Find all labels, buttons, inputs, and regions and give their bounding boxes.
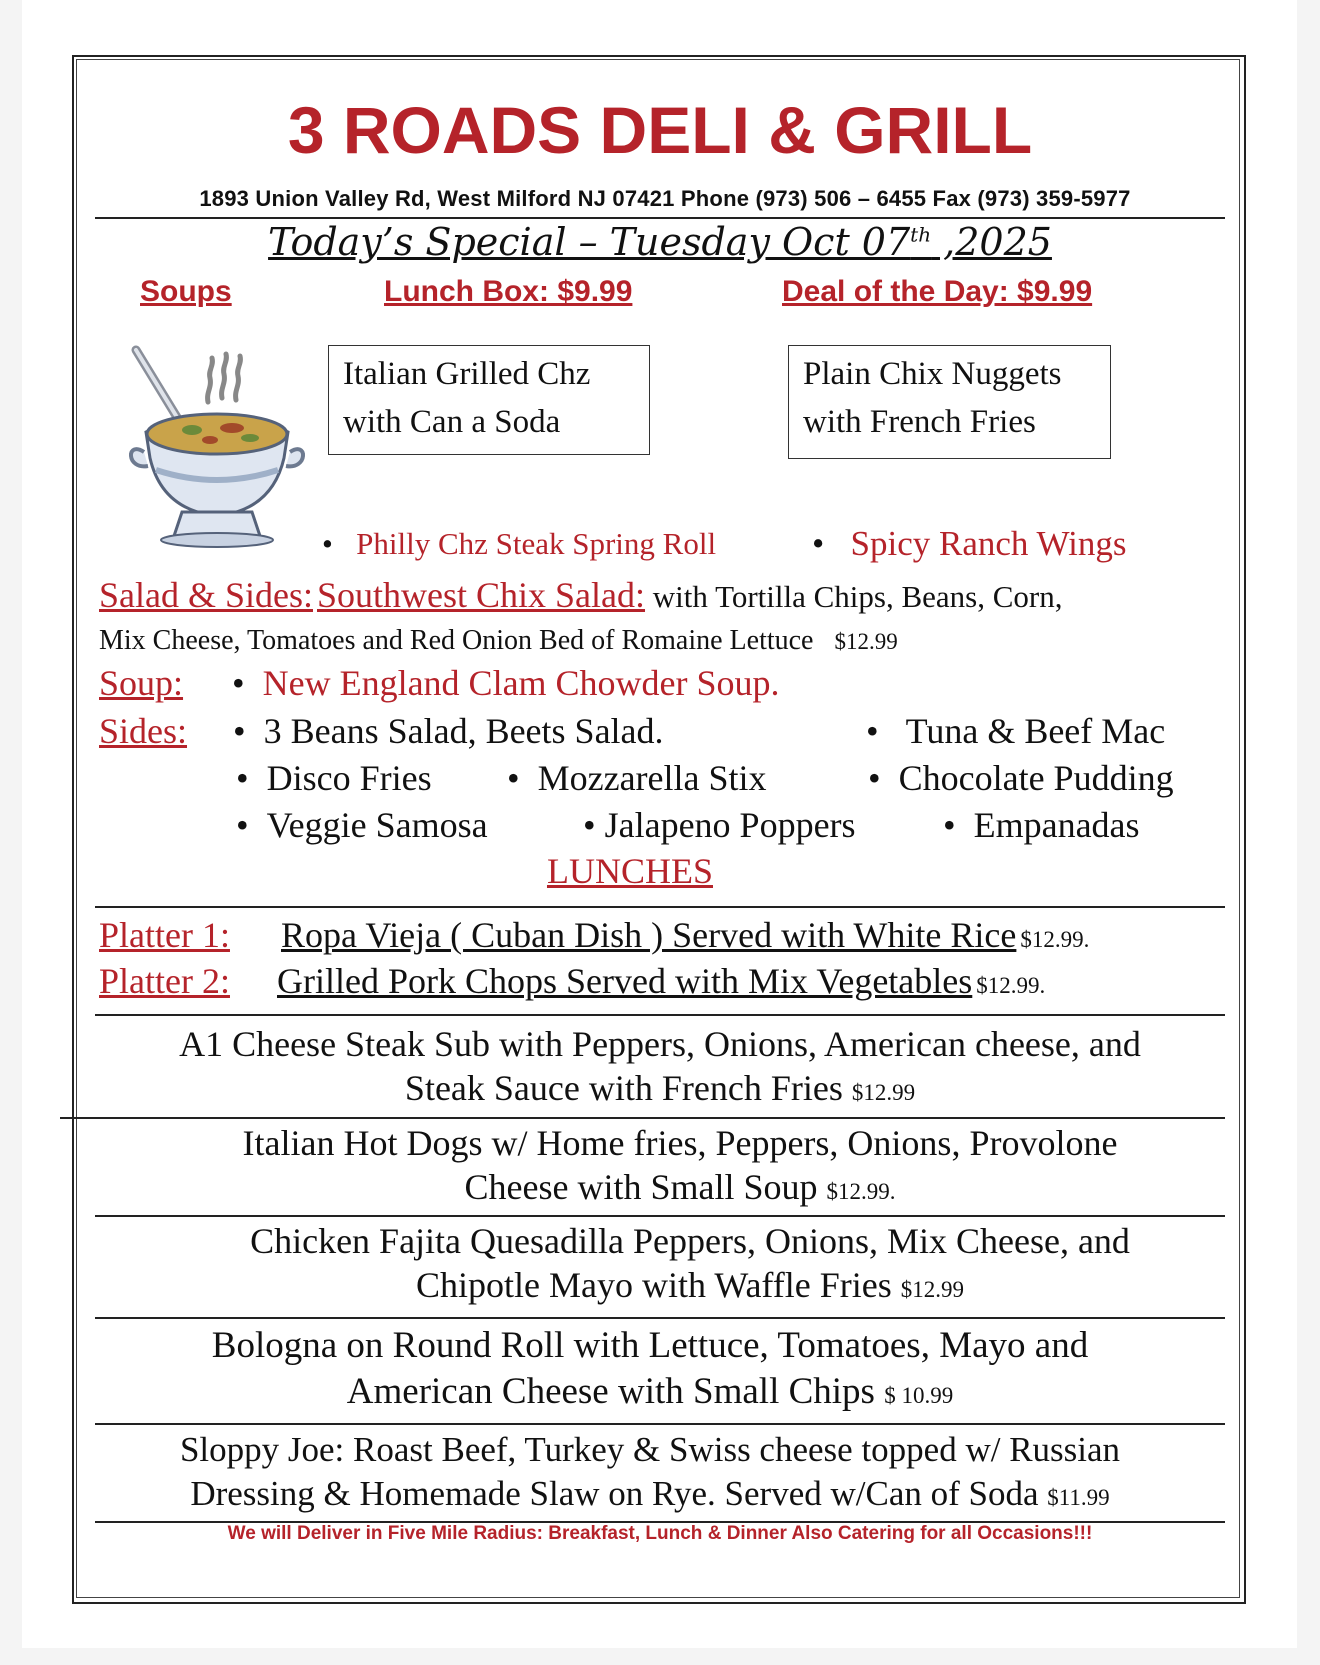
platter-divider bbox=[95, 1014, 1225, 1016]
side-item bbox=[868, 757, 1174, 799]
soup-name: New England Clam Chowder Soup. bbox=[262, 663, 780, 703]
lunch-box-line2: with Can a Soda bbox=[343, 404, 561, 440]
lunch-item-line2: Cheese with Small Soup bbox=[464, 1167, 818, 1207]
side-item bbox=[233, 710, 664, 752]
side-item-label: Mozzarella Stix bbox=[537, 758, 767, 798]
soup-item-label: Spicy Ranch Wings bbox=[850, 524, 1127, 563]
lunch-item-price: $12.99 bbox=[851, 1080, 916, 1105]
soup-pot-icon bbox=[122, 340, 312, 550]
lunch-item-line1: Italian Hot Dogs w/ Home fries, Peppers, Onions, Provolone bbox=[242, 1123, 1118, 1163]
soup-item bbox=[812, 524, 1127, 564]
special-year: ,2025 bbox=[931, 220, 1052, 264]
lunch-item-line1: Chicken Fajita Quesadilla Peppers, Onions, Mix Cheese, and bbox=[250, 1221, 1130, 1261]
lunch-item bbox=[160, 1219, 1220, 1312]
special-date-suffix: th bbox=[910, 222, 932, 247]
lunch-item-line1: A1 Cheese Steak Sub with Peppers, Onions, American cheese, and bbox=[179, 1024, 1141, 1064]
lunches-divider bbox=[95, 906, 1225, 908]
todays-special-heading bbox=[0, 220, 1320, 264]
side-item-label: Empanadas bbox=[973, 805, 1140, 845]
lunch-item-line1: Sloppy Joe: Roast Beef, Turkey & Swiss cheese topped w/ Russian bbox=[179, 1430, 1121, 1469]
side-item bbox=[507, 757, 767, 799]
platter-row bbox=[99, 914, 1089, 956]
platter-price: $12.99. bbox=[976, 973, 1046, 998]
address-line: 1893 Union Valley Rd, West Milford NJ 07421 Phone (973) 506 – 6455 Fax (973) 359-5977 bbox=[199, 186, 1131, 211]
bullet-icon: • bbox=[233, 711, 264, 751]
lunch-divider bbox=[60, 1117, 1225, 1119]
side-item bbox=[583, 804, 856, 846]
platter-label: Platter 1: bbox=[99, 915, 230, 955]
salad-desc-1: with Tortilla Chips, Beans, Corn, bbox=[645, 579, 1063, 614]
side-item bbox=[943, 804, 1140, 846]
lunch-box-card bbox=[328, 345, 650, 455]
lunch-divider bbox=[95, 1317, 1225, 1319]
salad-price: $12.99 bbox=[834, 629, 898, 654]
restaurant-title: 3 ROADS DELI & GRILL bbox=[287, 93, 1033, 167]
lunch-item-line1: Bologna on Round Roll with Lettuce, Tomatoes, Mayo and bbox=[211, 1325, 1089, 1366]
delivery-footer: We will Deliver in Five Mile Radius: Breakfast, Lunch & Dinner Also Catering for all Occasions!!! bbox=[227, 1523, 1093, 1544]
lunch-item bbox=[105, 1428, 1195, 1520]
lunch-item bbox=[110, 1323, 1190, 1419]
side-item-label: Jalapeno Poppers bbox=[604, 805, 856, 845]
side-item-label: 3 Beans Salad, Beets Salad. bbox=[263, 711, 664, 751]
soup-of-day bbox=[232, 662, 780, 704]
deal-line1: Plain Chix Nuggets bbox=[803, 356, 1062, 392]
bullet-icon: • bbox=[236, 758, 267, 798]
salad-line bbox=[99, 574, 1063, 616]
bullet-icon: • bbox=[583, 805, 605, 845]
special-date: Today’s Special – Tuesday Oct 07 bbox=[268, 220, 911, 264]
side-item-label: Chocolate Pudding bbox=[898, 758, 1174, 798]
salad-desc-2: Mix Cheese, Tomatoes and Red Onion Bed of Romaine Lettuce bbox=[99, 625, 814, 656]
lunch-box-heading: Lunch Box: $9.99 bbox=[384, 275, 633, 308]
platter-desc: Grilled Pork Chops Served with Mix Vegetables bbox=[277, 961, 973, 1001]
lunch-item-line2: American Cheese with Small Chips bbox=[346, 1371, 875, 1412]
lunch-item bbox=[95, 1022, 1225, 1115]
deal-line2: with French Fries bbox=[803, 404, 1036, 440]
header-divider bbox=[95, 217, 1225, 219]
salad-sides-label: Salad & Sides: bbox=[99, 575, 313, 615]
lunch-divider bbox=[95, 1215, 1225, 1217]
salad-name: Southwest Chix Salad: bbox=[317, 575, 646, 615]
bullet-icon: • bbox=[812, 524, 851, 563]
soup-item bbox=[322, 526, 716, 562]
deal-of-day-heading: Deal of the Day: $9.99 bbox=[782, 275, 1093, 308]
side-item bbox=[236, 804, 488, 846]
lunch-item-price: $12.99 bbox=[900, 1277, 964, 1302]
platter-label: Platter 2: bbox=[99, 961, 230, 1001]
soup-item-label: Philly Chz Steak Spring Roll bbox=[356, 526, 717, 561]
platter-row bbox=[99, 960, 1045, 1002]
platter-desc: Ropa Vieja ( Cuban Dish ) Served with White Rice bbox=[281, 915, 1017, 955]
side-item bbox=[866, 710, 1165, 752]
lunch-item-line2: Steak Sauce with French Fries bbox=[404, 1068, 843, 1108]
side-item bbox=[236, 757, 432, 799]
bullet-icon: • bbox=[507, 758, 538, 798]
salad-desc-line bbox=[99, 625, 898, 657]
side-item-label: Veggie Samosa bbox=[266, 805, 488, 845]
side-item-label: Disco Fries bbox=[266, 758, 432, 798]
lunch-item-line2: Chipotle Mayo with Waffle Fries bbox=[416, 1265, 892, 1305]
soup-row bbox=[99, 662, 183, 704]
lunch-item bbox=[150, 1121, 1210, 1214]
platter-price: $12.99. bbox=[1020, 927, 1090, 952]
bullet-icon: • bbox=[866, 711, 906, 751]
bullet-icon: • bbox=[868, 758, 899, 798]
lunch-item-price: $11.99 bbox=[1047, 1485, 1110, 1510]
side-item-label: Tuna & Beef Mac bbox=[905, 711, 1166, 751]
soup-label: Soup: bbox=[99, 663, 184, 703]
bullet-icon: • bbox=[232, 663, 263, 703]
lunches-heading: LUNCHES bbox=[546, 851, 713, 891]
lunch-box-line1: Italian Grilled Chz bbox=[343, 356, 591, 392]
lunch-item-price: $12.99. bbox=[826, 1179, 896, 1204]
lunch-item-line2: Dressing & Homemade Slaw on Rye. Served w/Can of Soda bbox=[190, 1474, 1039, 1513]
bullet-icon: • bbox=[322, 526, 357, 561]
bullet-icon: • bbox=[236, 805, 267, 845]
deal-of-day-card bbox=[788, 345, 1111, 459]
sides-label: Sides: bbox=[99, 711, 188, 751]
soups-heading: Soups bbox=[140, 275, 232, 308]
lunch-item-price: $ 10.99 bbox=[884, 1383, 954, 1408]
lunch-divider bbox=[95, 1423, 1225, 1425]
bullet-icon: • bbox=[943, 805, 974, 845]
